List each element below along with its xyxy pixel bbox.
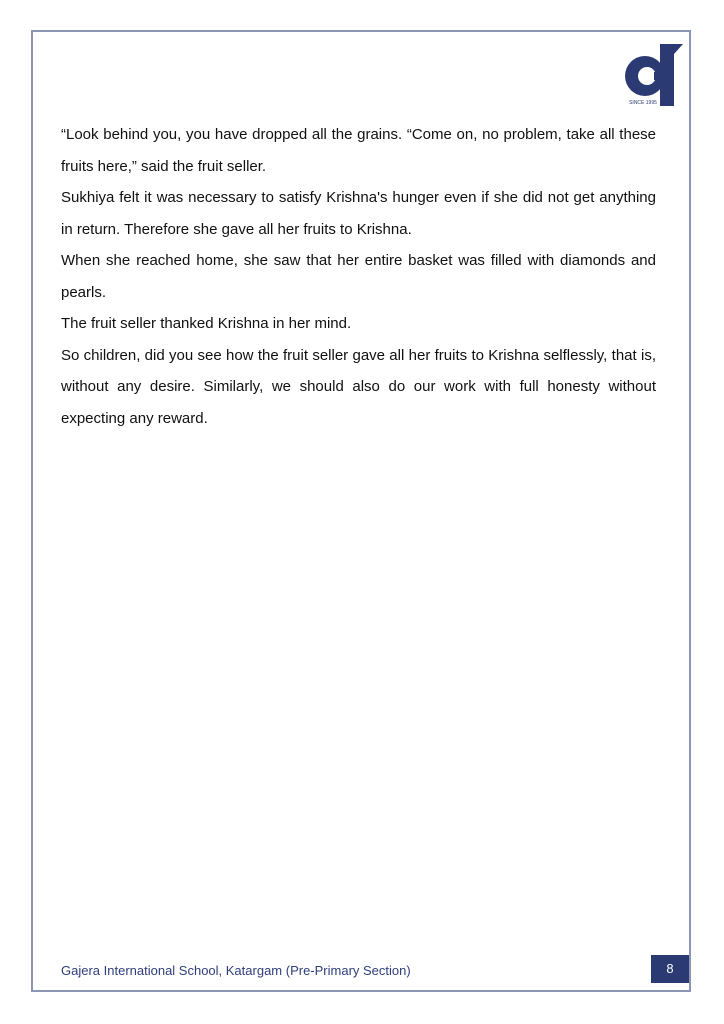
paragraph: The fruit seller thanked Krishna in her mind. [61,315,352,332]
paragraph: Sukhiya felt it was necessary to satisfy Krishna's hunger even if she did not get anything in return. Therefore she gave all her fruits to Krishna. [61,189,656,238]
story-body [61,119,656,434]
logo-tagline: SINCE 1995 [629,100,657,106]
paragraph: When she reached home, she saw that her entire basket was filled with diamonds and pearls. [61,252,656,301]
paragraph: “Look behind you, you have dropped all the grains. “Come on, no problem, take all these fruits here,” said the fruit seller. [61,126,656,175]
footer-school-name: Gajera International School, Katargam (Pre-Primary Section) [61,963,411,978]
paragraph: So children, did you see how the fruit seller gave all her fruits to Krishna selflessly, that is, without any desire. Similarly, we should also do our work with full honesty without expecting any reward. [61,346,656,427]
page-number-badge: 8 [651,955,689,983]
logo-mark-icon [620,42,684,110]
school-logo [620,42,684,110]
